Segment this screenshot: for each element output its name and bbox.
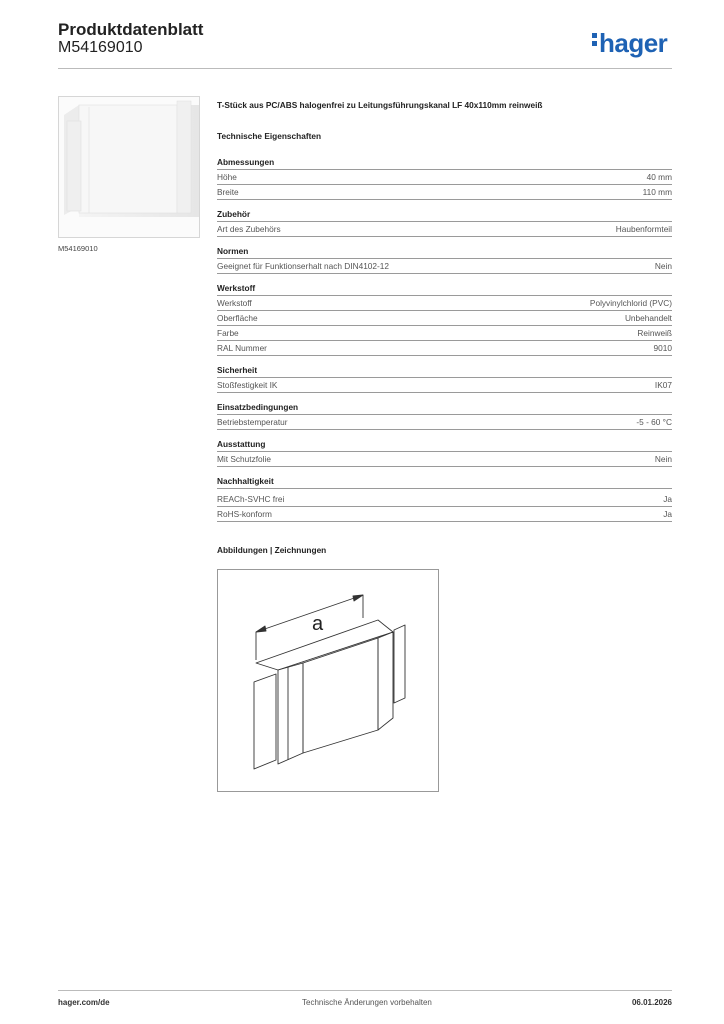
- property-row: [217, 259, 672, 274]
- section-title: Einsatzbedingungen: [217, 401, 672, 415]
- property-label: REACh-SVHC frei: [217, 494, 285, 504]
- property-row: [217, 311, 672, 326]
- property-label: Breite: [217, 187, 239, 197]
- document-title: Produktdatenblatt: [58, 20, 204, 39]
- property-row: [217, 492, 672, 507]
- header-divider: [58, 68, 672, 69]
- footer-website[interactable]: hager.com/de: [58, 998, 110, 1007]
- property-value: 110 mm: [642, 187, 672, 197]
- property-label: Farbe: [217, 328, 239, 338]
- property-row: [217, 415, 672, 430]
- hager-logo: [592, 28, 667, 59]
- section-sustainability: [217, 475, 672, 522]
- property-row: [217, 326, 672, 341]
- property-value: Nein: [654, 261, 672, 271]
- property-row: [217, 222, 672, 237]
- section-title: Nachhaltigkeit: [217, 475, 672, 489]
- property-row: [217, 378, 672, 393]
- property-value: 40 mm: [646, 172, 672, 182]
- section-equipment: [217, 438, 672, 467]
- logo-dots-icon: [592, 28, 598, 48]
- section-safety: [217, 364, 672, 393]
- product-title: T-Stück aus PC/ABS halogenfrei zu Leitungsführungskanal LF 40x110mm reinweiß: [217, 100, 543, 110]
- footer-notice: Technische Änderungen vorbehalten: [302, 998, 432, 1007]
- property-value: IK07: [654, 380, 672, 390]
- property-value: -5 - 60 °C: [636, 417, 672, 427]
- property-label: Art des Zubehörs: [217, 224, 281, 234]
- property-value: Nein: [654, 454, 672, 464]
- article-number: M54169010: [58, 39, 143, 56]
- section-operating-conditions: [217, 401, 672, 430]
- property-label: Oberfläche: [217, 313, 258, 323]
- property-row: [217, 185, 672, 200]
- property-row: [217, 452, 672, 467]
- images-heading: Abbildungen | Zeichnungen: [217, 545, 327, 555]
- property-label: Höhe: [217, 172, 237, 182]
- logo-text: hager: [599, 28, 668, 58]
- section-title: Zubehör: [217, 208, 672, 222]
- product-image-caption: M54169010: [58, 244, 98, 253]
- footer-divider: [58, 990, 672, 991]
- footer-date: 06.01.2026: [631, 998, 672, 1007]
- section-title: Abmessungen: [217, 156, 672, 170]
- property-value: Ja: [663, 494, 672, 504]
- property-value: Polyvinylchlorid (PVC): [589, 298, 672, 308]
- section-title: Normen: [217, 245, 672, 259]
- section-standards: [217, 245, 672, 274]
- property-value: Haubenformteil: [615, 224, 672, 234]
- property-row: [217, 296, 672, 311]
- tech-properties-heading: Technische Eigenschaften: [217, 131, 322, 141]
- property-label: RAL Nummer: [217, 343, 267, 353]
- section-title: Ausstattung: [217, 438, 672, 452]
- t-piece-photo-icon: [59, 97, 199, 237]
- property-row: [217, 341, 672, 356]
- t-piece-drawing-icon: [218, 570, 438, 791]
- property-row: [217, 507, 672, 522]
- section-material: [217, 282, 672, 356]
- property-label: Geeignet für Funktionserhalt nach DIN4102-12: [217, 261, 390, 271]
- property-label: Stoßfestigkeit IK: [217, 380, 278, 390]
- section-title: Werkstoff: [217, 282, 672, 296]
- property-row: [217, 170, 672, 185]
- property-value: Reinweiß: [637, 328, 672, 338]
- dimension-label: a: [312, 613, 324, 635]
- property-label: Werkstoff: [217, 298, 252, 308]
- property-value: Unbehandelt: [624, 313, 672, 323]
- section-accessories: [217, 208, 672, 237]
- property-label: Betriebstemperatur: [217, 417, 288, 427]
- property-value: 9010: [653, 343, 672, 353]
- section-dimensions: [217, 156, 672, 200]
- section-title: Sicherheit: [217, 364, 672, 378]
- technical-drawing: [217, 569, 439, 792]
- product-details: [217, 98, 672, 557]
- property-label: RoHS-konform: [217, 509, 272, 519]
- property-value: Ja: [663, 509, 672, 519]
- product-image: [58, 96, 200, 238]
- property-label: Mit Schutzfolie: [217, 454, 271, 464]
